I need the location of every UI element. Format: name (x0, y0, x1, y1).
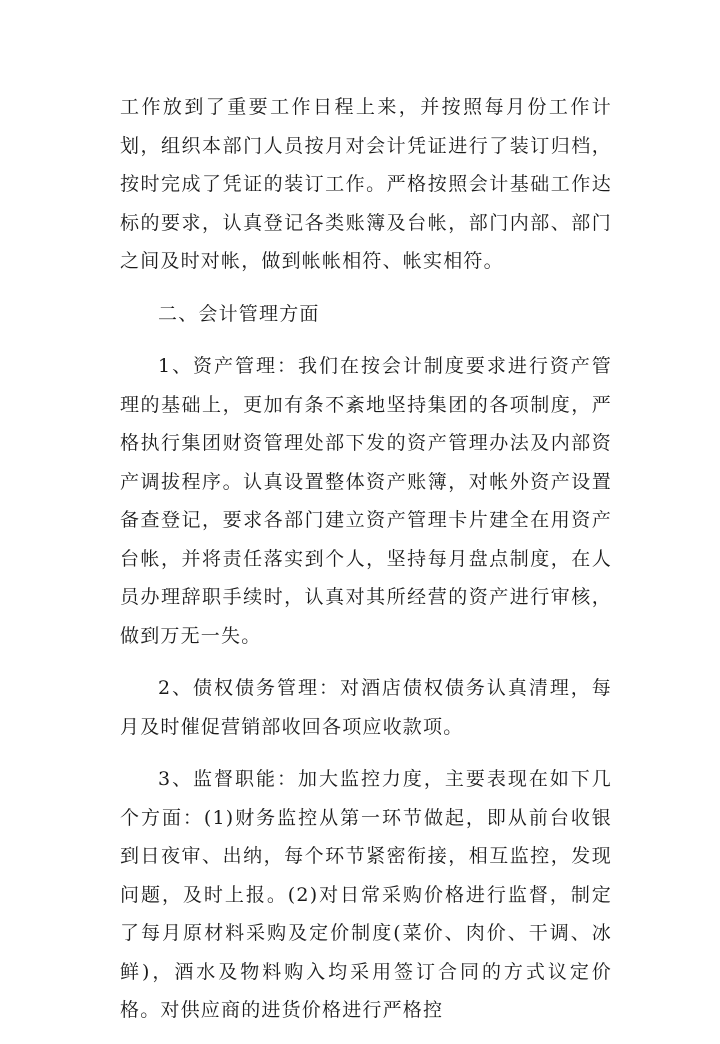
paragraph-supervision: 3、监督职能：加大监控力度，主要表现在如下几个方面：(1)财务监控从第一环节做起，即从前台收银到日夜审、出纳，每个环节紧密衔接，相互监控，发现问题，及时上报。(2)对日常采购价格进行监督，制定了每月原材料采购及定价制度(菜价、肉价、干调、冰鲜)，酒水及物料购入均采用签订合同的方式议定价格。对供应商的进货价格进行严格控 (120, 768, 612, 1021)
paragraph-intro: 工作放到了重要工作日程上来，并按照每月份工作计划，组织本部门人员按月对会计凭证进行了装订归档，按时完成了凭证的装订工作。严格按照会计基础工作达标的要求，认真登记各类账簿及台帐，部门内部、部门之间及时对帐，做到帐帐相符、帐实相符。 (120, 96, 612, 272)
paragraph-asset-management: 1、资产管理：我们在按会计制度要求进行资产管理的基础上，更加有条不紊地坚持集团的各项制度，严格执行集团财资管理处部下发的资产管理办法及内部资产调拔程序。认真设置整体资产账簿，对帐外资产设置备查登记，要求各部门建立资产管理卡片建全在用资产台帐，并将责任落实到个人，坚持每月盘点制度，在人员办理辞职手续时，认真对其所经营的资产进行审核，做到万无一失。 (120, 355, 612, 647)
section-heading-accounting-management: 二、会计管理方面 (158, 302, 320, 325)
document-page (120, 88, 612, 1044)
paragraph-debt-management: 2、债权债务管理：对酒店债权债务认真清理，每月及时催促营销部收回各项应收款项。 (120, 677, 612, 738)
